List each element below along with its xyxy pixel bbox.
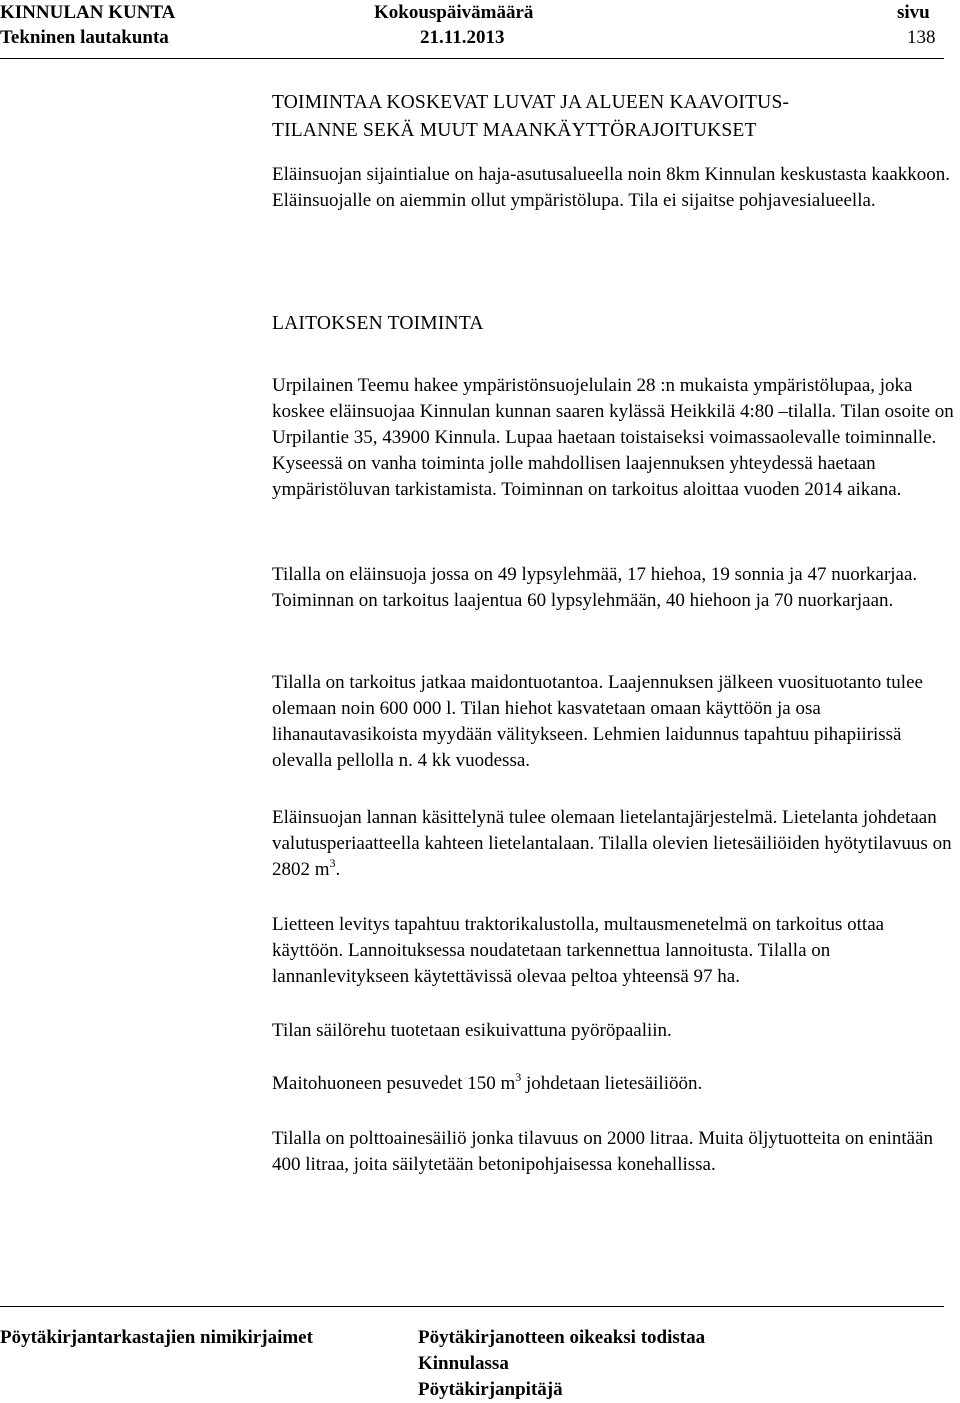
page-number: 138	[907, 27, 936, 48]
cubic-superscript: 3	[515, 1070, 522, 1084]
footer-secretary: Pöytäkirjanpitäjä	[418, 1379, 563, 1400]
page-label: sivu	[897, 2, 930, 23]
paragraph-production: Tilalla on tarkoitus jatkaa maidontuotantoa. Laajennuksen jälkeen vuosituotanto tulee olemaan noin 600 000 l. Tilan hiehot kasvatetaan omaan käyttöön ja osa lihanautavasikoista myydään välitykseen. Lehmien laidunnus tapahtuu pihapiirissä olevalla pellolla n. 4 kk vuodessa.	[272, 672, 923, 771]
wash-water-end: johdetaan lietesäiliöön.	[521, 1073, 703, 1094]
footer-place: Kinnulassa	[418, 1353, 509, 1374]
municipality-name: KINNULAN KUNTA	[0, 2, 176, 23]
wash-water-text: Maitohuoneen pesuvedet 150 m	[272, 1073, 516, 1094]
meeting-date: 21.11.2013	[420, 27, 505, 48]
footer-initials-label: Pöytäkirjantarkastajien nimikirjaimet	[0, 1327, 313, 1348]
paragraph-manure	[272, 805, 960, 883]
manure-end: .	[335, 859, 341, 880]
paragraph-application: Urpilainen Teemu hakee ympäristönsuojelulain 28 :n mukaista ympäristölupaa, joka koskee eläinsuojaa Kinnulan kunnan saaren kylässä Heikkilä 4:80 –tilalla. Tilan osoite on Urpilantie 35, 43900 Kinnula. Lupaa haetaan toistaiseksi voimassaolevalle toiminnalle. Kyseessä on vanha toiminta jolle mahdollisen laajennuksen yhteydessä haetaan ympäristöluvan tarkistamista. Toiminnan on tarkoitus aloittaa vuoden 2014 aikana.	[272, 375, 954, 500]
header-divider	[0, 58, 944, 59]
section-heading-permits: TOIMINTAA KOSKEVAT LUVAT JA ALUEEN KAAVOITUS-	[272, 92, 790, 113]
section-heading-permits-cont: TILANNE SEKÄ MUUT MAANKÄYTTÖRAJOITUKSET	[272, 120, 757, 141]
footer-divider	[0, 1306, 944, 1307]
paragraph-livestock: Tilalla on eläinsuoja jossa on 49 lypsylehmää, 17 hiehoa, 19 sonnia ja 47 nuorkarjaa. Toiminnan on tarkoitus laajentua 60 lypsylehmään, 40 hiehoon ja 70 nuorkarjaan.	[272, 564, 918, 611]
section-heading-operations: LAITOKSEN TOIMINTA	[272, 313, 484, 334]
manure-text: Eläinsuojan lannan käsittelynä tulee olemaan lietelantajärjestelmä. Lietelanta johdetaan valutusperiaatteella kahteen lietelantalaan. Tilalla olevien lietesäiliöiden hyötytilavuus on 2802 m	[272, 807, 952, 880]
paragraph-location: Eläinsuojan sijaintialue on haja-asutusalueella noin 8km Kinnulan keskustasta kaakkoon. Eläinsuojalle on aiemmin ollut ympäristölupa. Tila ei sijaitse pohjavesialueella.	[272, 164, 951, 211]
board-name: Tekninen lautakunta	[0, 27, 169, 48]
paragraph-spreading: Lietteen levitys tapahtuu traktorikalustolla, multausmenetelmä on tarkoitus ottaa käyttöön. Lannoituksessa noudatetaan tarkennettua lannoitusta. Tilalla on lannanlevitykseen käytettävissä olevaa peltoa yhteensä 97 ha.	[272, 914, 885, 987]
cubic-superscript: 3	[329, 856, 336, 870]
paragraph-wash-water	[272, 1071, 960, 1097]
paragraph-silage: Tilan säilörehu tuotetaan esikuivattuna pyöröpaaliin.	[272, 1020, 672, 1041]
footer-certification-label: Pöytäkirjanotteen oikeaksi todistaa	[418, 1327, 706, 1348]
paragraph-fuel: Tilalla on polttoainesäiliö jonka tilavuus on 2000 litraa. Muita öljytuotteita on enintään 400 litraa, joita säilytetään betonipohjaisessa konehallissa.	[272, 1128, 934, 1175]
meeting-date-label: Kokouspäivämäärä	[374, 2, 534, 23]
